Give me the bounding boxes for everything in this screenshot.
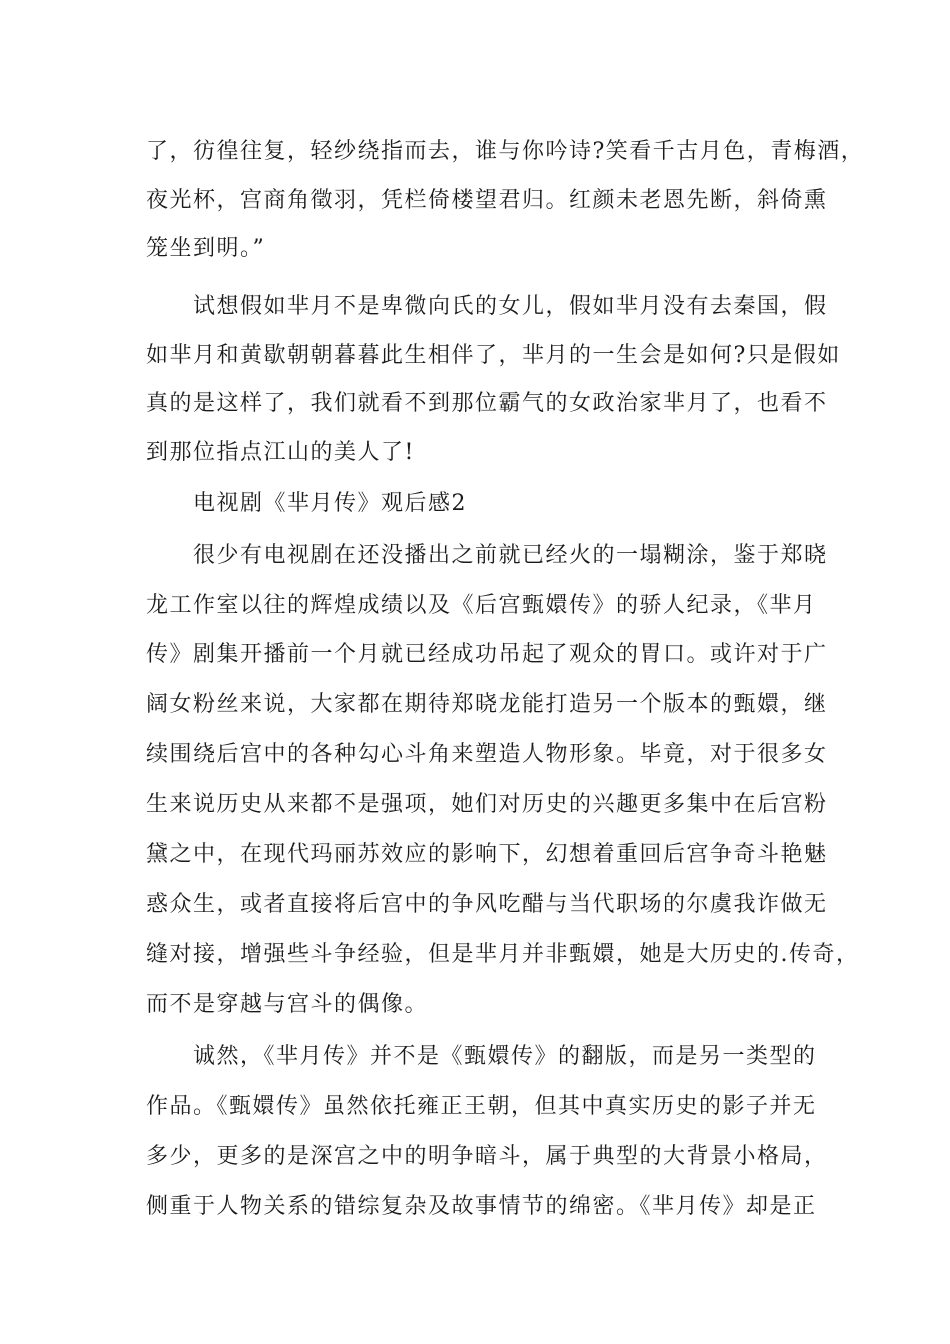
text-line: 侧重于人物关系的错综复杂及故事情节的绵密。《芈月传》却是正 xyxy=(146,1194,817,1219)
text-line: 多少，更多的是深宫之中的明争暗斗，属于典型的大背景小格局， xyxy=(146,1144,828,1169)
text-line: 笼坐到明。” xyxy=(146,236,266,261)
text-line: 缝对接，增强些斗争经验，但是芈月并非甄嬛，她是大历史的.传奇， xyxy=(146,942,860,967)
text-line: 如芈月和黄歇朝朝暮暮此生相伴了，芈月的一生会是如何?只是假如 xyxy=(146,343,841,368)
text-line: 续围绕后宫中的各种勾心斗角来塑造人物形象。毕竟，对于很多女 xyxy=(146,742,828,767)
text-line: 黛之中，在现代玛丽苏效应的影响下，幻想着重回后宫争奇斗艳魅 xyxy=(146,842,828,867)
text-line: 诚然，《芈月传》并不是《甄嬛传》的翻版，而是另一类型的 xyxy=(146,1044,817,1069)
text-line: 了，彷徨往复，轻纱绕指而去，谁与你吟诗?笑看千古月色，青梅酒， xyxy=(146,139,865,164)
text-line: 阔女粉丝来说，大家都在期待郑晓龙能打造另一个版本的甄嬛，继 xyxy=(146,692,828,717)
text-line: 而不是穿越与宫斗的偶像。 xyxy=(146,992,429,1017)
text-line: 生来说历史从来都不是强项，她们对历史的兴趣更多集中在后宫粉 xyxy=(146,792,828,817)
text-line: 夜光杯，宫商角徵羽，凭栏倚楼望君归。红颜未老恩先断，斜倚熏 xyxy=(146,188,828,213)
text-line: 龙工作室以往的辉煌成绩以及《后宫甄嬛传》的骄人纪录，《芈月 xyxy=(146,593,817,618)
text-line: 真的是这样了，我们就看不到那位霸气的女政治家芈月了，也看不 xyxy=(146,391,828,416)
section-heading: 电视剧《芈月传》观后感2 xyxy=(146,491,467,516)
text-line: 试想假如芈月不是卑微向氏的女儿，假如芈月没有去秦国，假 xyxy=(146,294,828,319)
text-line: 到那位指点江山的美人了! xyxy=(146,440,415,465)
text-line: 惑众生，或者直接将后宫中的争风吃醋与当代职场的尔虞我诈做无 xyxy=(146,892,828,917)
text-line: 作品。《甄嬛传》虽然依托雍正王朝，但其中真实历史的影子并无 xyxy=(146,1094,817,1119)
text-line: 传》剧集开播前一个月就已经成功吊起了观众的胃口。或许对于广 xyxy=(146,642,828,667)
text-line: 很少有电视剧在还没播出之前就已经火的一塌糊涂，鉴于郑晓 xyxy=(146,543,828,568)
